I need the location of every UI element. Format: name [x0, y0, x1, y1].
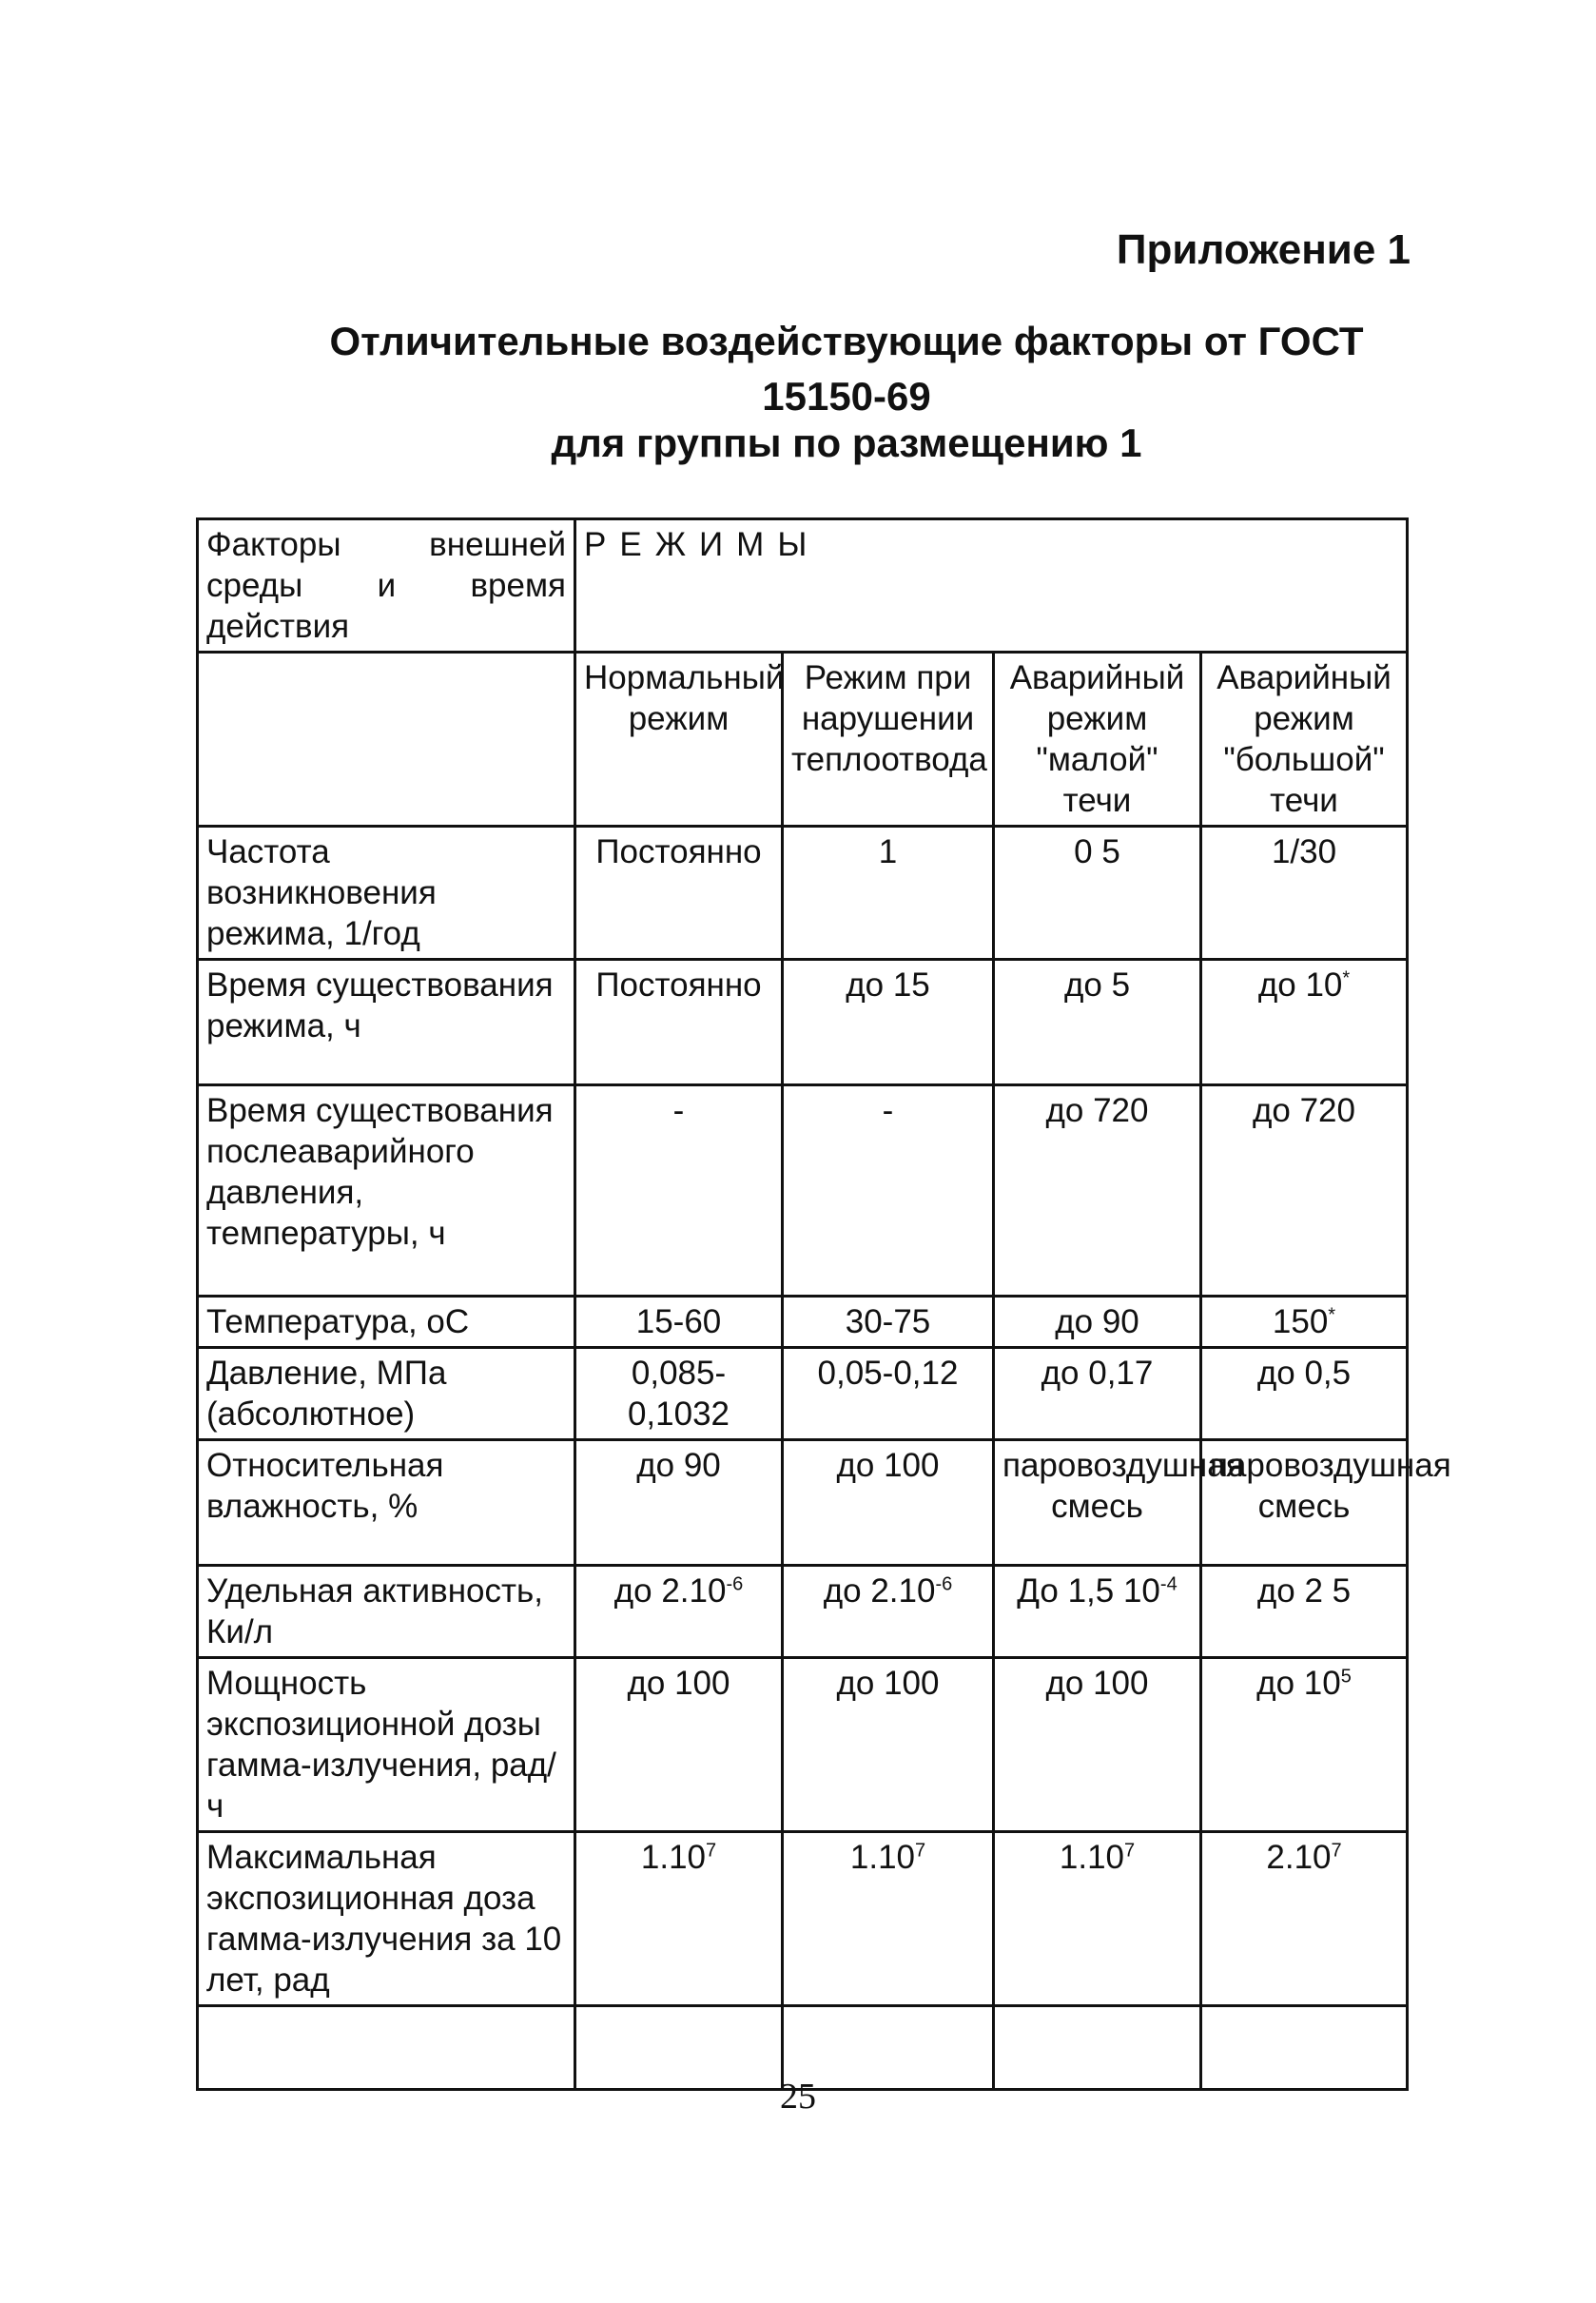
cell-value-text: 1.10 [1059, 1839, 1124, 1876]
table-row [198, 1297, 1408, 1348]
row-label: Максимальная экспозиционная доза гамма-излучения за 10 лет, рад [198, 1832, 575, 2006]
table-row [198, 1566, 1408, 1658]
cell-value [783, 1832, 994, 2006]
cell-value-text: До 1,5 10 [1017, 1572, 1160, 1610]
row-label: Удельная активность, Ки/л [198, 1566, 575, 1658]
cell-value [1201, 1658, 1408, 1832]
table-row [198, 1348, 1408, 1440]
mode-small-leak: Аварийный режим "малой" течи [994, 653, 1201, 827]
cell-value: 1 [783, 827, 994, 960]
cell-value [1201, 1832, 1408, 2006]
mode-names-row [198, 653, 1408, 827]
table-row [198, 1085, 1408, 1297]
table-header-row [198, 519, 1408, 653]
cell-value [575, 1566, 783, 1658]
cell-value [1201, 1297, 1408, 1348]
footnote-mark: * [1328, 1304, 1336, 1326]
modes-header: РЕЖИМЫ [575, 519, 1408, 653]
table-row [198, 1658, 1408, 1832]
cell-value: 0,085-0,1032 [575, 1348, 783, 1440]
row-label: Температура, оС [198, 1297, 575, 1348]
cell-value: 0,05-0,12 [783, 1348, 994, 1440]
exponent: -6 [726, 1573, 744, 1595]
cell-value: Постоянно [575, 960, 783, 1085]
cell-value-text: до 10 [1256, 1665, 1341, 1702]
table-row [198, 960, 1408, 1085]
cell-value: - [575, 1085, 783, 1297]
cell-value: до 100 [783, 1440, 994, 1566]
cell-value-text: 1.10 [640, 1839, 706, 1876]
cell-value: 15-60 [575, 1297, 783, 1348]
mode-heat-removal: Режим при нарушении теплоотвода [783, 653, 994, 827]
cell-value: до 0,17 [994, 1348, 1201, 1440]
row-label: Время существования режима, ч [198, 960, 575, 1085]
cell-value: до 100 [575, 1658, 783, 1832]
exponent: 7 [706, 1840, 717, 1862]
cell-value: до 100 [783, 1658, 994, 1832]
cell-value: паровоздушная смесь [994, 1440, 1201, 1566]
factors-header: Факторы внешней среды и время действия [198, 519, 575, 653]
cell-value: паровоздушная смесь [1201, 1440, 1408, 1566]
cell-value: до 0,5 [1201, 1348, 1408, 1440]
document-title-standard: 15150-69 [762, 374, 931, 419]
cell-value-text: 2.10 [1266, 1839, 1332, 1876]
row-label: Время существования послеаварийного давления, температуры, ч [198, 1085, 575, 1297]
exponent: -6 [935, 1573, 953, 1595]
page-number: 25 [780, 2077, 816, 2117]
table-row [198, 1832, 1408, 2006]
table-row [198, 827, 1408, 960]
cell-value: до 15 [783, 960, 994, 1085]
exponent: 5 [1340, 1666, 1352, 1688]
row-label: Давление, МПа (абсолютное) [198, 1348, 575, 1440]
row-label: Частота возникновения режима, 1/год [198, 827, 575, 960]
empty-header-cell [198, 653, 575, 827]
cell-value: - [783, 1085, 994, 1297]
document-title: Отличительные воздействующие факторы от ГОСТ [329, 319, 1364, 363]
appendix-label: Приложение 1 [1116, 226, 1411, 273]
document-subtitle: для группы по размещению 1 [551, 420, 1142, 465]
cell-value: до 2 5 [1201, 1566, 1408, 1658]
table-row [198, 1440, 1408, 1566]
row-label: Относительная влажность, % [198, 1440, 575, 1566]
cell-value [994, 1566, 1201, 1658]
exponent: 7 [915, 1840, 926, 1862]
footnote-mark: * [1342, 967, 1351, 989]
cell-value: до 90 [575, 1440, 783, 1566]
row-label: Мощность экспозиционной дозы гамма-излучения, рад/ч [198, 1658, 575, 1832]
mode-normal: Нормальный режим [575, 653, 783, 827]
cell-value: до 5 [994, 960, 1201, 1085]
cell-value-text: 1.10 [849, 1839, 915, 1876]
exponent: -4 [1159, 1573, 1178, 1595]
cell-value [575, 1832, 783, 2006]
cell-value: до 720 [994, 1085, 1201, 1297]
cell-value-text: до 2.10 [613, 1572, 727, 1610]
cell-value: до 90 [994, 1297, 1201, 1348]
cell-value: 0 5 [994, 827, 1201, 960]
exponent: 7 [1124, 1840, 1136, 1862]
cell-value-text: до 10 [1257, 966, 1343, 1004]
cell-value [783, 1566, 994, 1658]
cell-value-text: до 2.10 [823, 1572, 936, 1610]
mode-large-leak: Аварийный режим "большой" течи [1201, 653, 1408, 827]
cell-value: 1/30 [1201, 827, 1408, 960]
cell-value [1201, 960, 1408, 1085]
exponent: 7 [1331, 1840, 1342, 1862]
factors-table [196, 517, 1451, 2091]
cell-value [994, 1832, 1201, 2006]
cell-value: Постоянно [575, 827, 783, 960]
cell-value: до 720 [1201, 1085, 1408, 1297]
cell-value-text: 150 [1272, 1303, 1329, 1340]
cell-value: до 100 [994, 1658, 1201, 1832]
cell-value: 30-75 [783, 1297, 994, 1348]
